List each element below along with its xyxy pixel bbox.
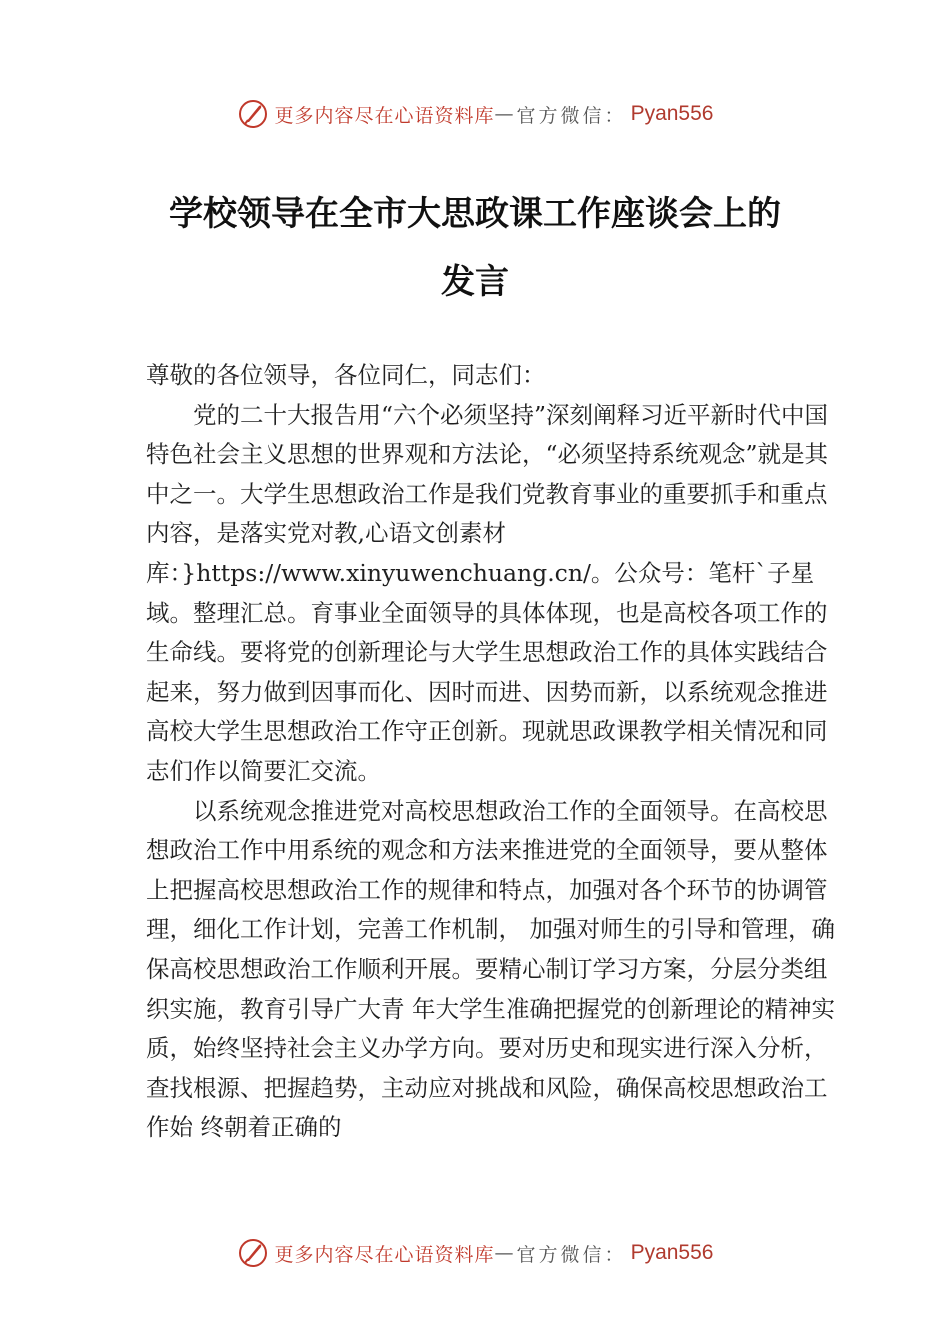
quill-logo-icon	[237, 1237, 269, 1269]
watermark-separator: —	[494, 103, 517, 125]
watermark-banner-top	[0, 94, 950, 134]
document-body	[146, 356, 836, 1148]
title-line-1: 学校领导在全市大思政课工作座谈会上的	[169, 194, 781, 234]
watermark-wechat-id: Pyan556	[630, 1241, 714, 1264]
watermark-wechat-id: Pyan556	[630, 102, 714, 125]
watermark-official-label: 官方微信：	[516, 104, 627, 127]
paragraph-2: 以系统观念推进党对高校思想政治工作的全面领导。在高校思想政治工作中用系统的观念和方法来推进党的全面领导，要从整体上把握高校思想政治工作的规律和特点，加强对各个环节的协调管理，细化工作计划，完善工作机制， 加强对师生的引导和管理，确保高校思想政治工作顺利开展。要精心制订学习方案，分层分类组织实施，教育引导广大青 年大学生准确把握党的创新理论的精神实质，始终坚持社会主义办学方向。要对历史和现实进行深入分析，查找根源、把握趋势，主动应对挑战和风险，确保高校思想政治工作始 终朝着正确的	[146, 796, 835, 1142]
watermark-brand: 更多内容尽在心语资料库	[274, 1243, 495, 1266]
watermark-banner-bottom	[0, 1233, 950, 1273]
quill-logo-icon	[237, 98, 269, 130]
watermark-brand: 更多内容尽在心语资料库	[274, 104, 495, 127]
document-title	[100, 180, 850, 316]
title-line-2: 发言	[441, 262, 509, 302]
watermark-separator: —	[494, 1242, 517, 1264]
paragraph-1: 党的二十大报告用“六个必须坚持”深刻阐释习近平新时代中国特色社会主义思想的世界观和方法论，“必须坚持系统观念”就是其中之一。大学生思想政治工作是我们党教育事业的重要抓手和重点内容，是落实党对教,心语文创素材库：}https://www.xinyuwenchuang.cn/。公众号：笔杆`子星域。整理汇总。育事业全面领导的具体体现，也是高校各项工作的生命线。要将党的创新理论与大学生思想政治工作的具体实践结合起来，努力做到因事而化、因时而进、因势而新，以系统观念推进高校大学生思想政治工作守正创新。现就思政课教学相关情况和同志们作以简要汇交流。	[146, 400, 829, 785]
salutation: 尊敬的各位领导，各位同仁，同志们：	[146, 361, 546, 389]
watermark-official-label: 官方微信：	[516, 1243, 627, 1266]
